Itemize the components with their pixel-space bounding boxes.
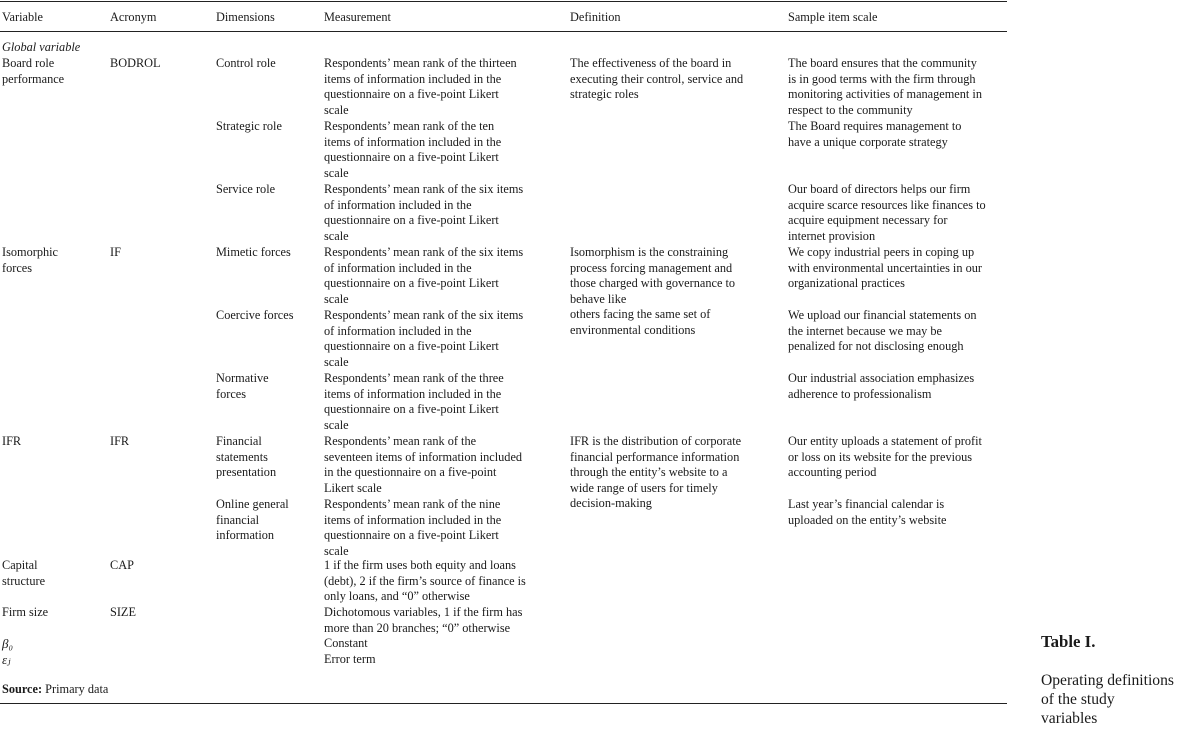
size-acronym: SIZE [110,605,136,619]
service-role-dimension: Service role [216,182,276,196]
iso-definition: Isomorphism is the constraining process forcing management and those charged with governance to behave like others facing the same set of environmental conditions [570,245,736,337]
header-sample-item-scale: Sample item scale [788,10,878,24]
table-caption-text: Operating definitions of the study variables [1041,671,1174,728]
global-variable-label: Global variable [2,40,81,54]
header-dimensions: Dimensions [216,10,275,24]
control-role-measurement: Respondents’ mean rank of the thirteen items of information included in the questionnaire on a five-point Likert scale [324,56,517,117]
service-role-sample: Our board of directors helps our firm acquire scarce resources like finances to acquire equipment necessary for internet provision [788,182,986,243]
board-acronym: BODROL [110,56,161,70]
table-caption-label: Table I. [1041,632,1096,652]
mimetic-measurement: Respondents’ mean rank of the six items of information included in the questionnaire on a five-point Likert scale [324,245,524,306]
header-acronym: Acronym [110,10,157,24]
online-general-measurement: Respondents’ mean rank of the nine items of information included in the questionnaire on a five-point Likert scale [324,497,502,558]
ifr-variable: IFR [2,434,22,448]
ifr-acronym: IFR [110,434,130,448]
source-note [2,682,108,698]
table-caption [1041,613,1200,729]
control-role-sample: The board ensures that the community is in good terms with the firm through monitoring activities of management in respect to the community [788,56,982,117]
online-general-sample: Last year’s financial calendar is uploaded on the entity’s website [788,497,947,527]
size-measurement: Dichotomous variables, 1 if the firm has more than 20 branches; “0” otherwise [324,605,523,635]
header-measurement: Measurement [324,10,391,24]
coercive-measurement: Respondents’ mean rank of the six items of information included in the questionnaire on a five-point Likert scale [324,308,524,369]
table-bottom-rule [0,703,1007,704]
beta-measurement: Constant [324,636,368,650]
coercive-sample: We upload our financial statements on the internet because we may be penalized for not disclosing enough [788,308,977,354]
normative-dimension: Normative forces [216,371,269,401]
source-text: Primary data [42,682,109,696]
normative-measurement: Respondents’ mean rank of the three items of information included in the questionnaire on a five-point Likert scale [324,371,504,432]
cap-variable: Capital structure [2,558,46,588]
cap-acronym: CAP [110,558,134,572]
normative-sample: Our industrial association emphasizes adherence to professionalism [788,371,975,401]
financial-statements-measurement: Respondents’ mean rank of the seventeen items of information included in the questionnaire on a five-point Likert scale [324,434,523,495]
iso-acronym: IF [110,245,121,259]
financial-statements-dimension: Financial statements presentation [216,434,277,480]
mimetic-sample: We copy industrial peers in coping up with environmental uncertainties in our organizational practices [788,245,982,291]
mimetic-dimension: Mimetic forces [216,245,291,259]
coercive-dimension: Coercive forces [216,308,294,322]
online-general-dimension: Online general financial information [216,497,289,543]
header-variable: Variable [2,10,43,24]
beta-symbol: β₀ [2,636,13,651]
table-top-rule [0,1,1007,2]
table-header-rule [0,31,1007,32]
epsilon-measurement: Error term [324,652,376,666]
iso-variable: Isomorphic forces [2,245,59,275]
source-label: Source: [2,682,43,696]
board-definition: The effectiveness of the board in executing their control, service and strategic roles [570,56,744,102]
epsilon-symbol: εⱼ [2,652,11,667]
board-variable: Board role performance [2,56,65,86]
header-definition: Definition [570,10,621,24]
service-role-measurement: Respondents’ mean rank of the six items of information included in the questionnaire on a five-point Likert scale [324,182,524,243]
strategic-role-dimension: Strategic role [216,119,282,133]
ifr-definition: IFR is the distribution of corporate financial performance information through the entity’s website to a wide range of users for timely decision-making [570,434,742,511]
size-variable: Firm size [2,605,49,619]
strategic-role-sample: The Board requires management to have a unique corporate strategy [788,119,962,149]
control-role-dimension: Control role [216,56,276,70]
strategic-role-measurement: Respondents’ mean rank of the ten items of information included in the questionnaire on a five-point Likert scale [324,119,502,180]
cap-measurement: 1 if the firm uses both equity and loans (debt), 2 if the firm’s source of finance is only loans, and “0” otherwise [324,558,526,604]
financial-statements-sample: Our entity uploads a statement of profit or loss on its website for the previous accounting period [788,434,982,480]
